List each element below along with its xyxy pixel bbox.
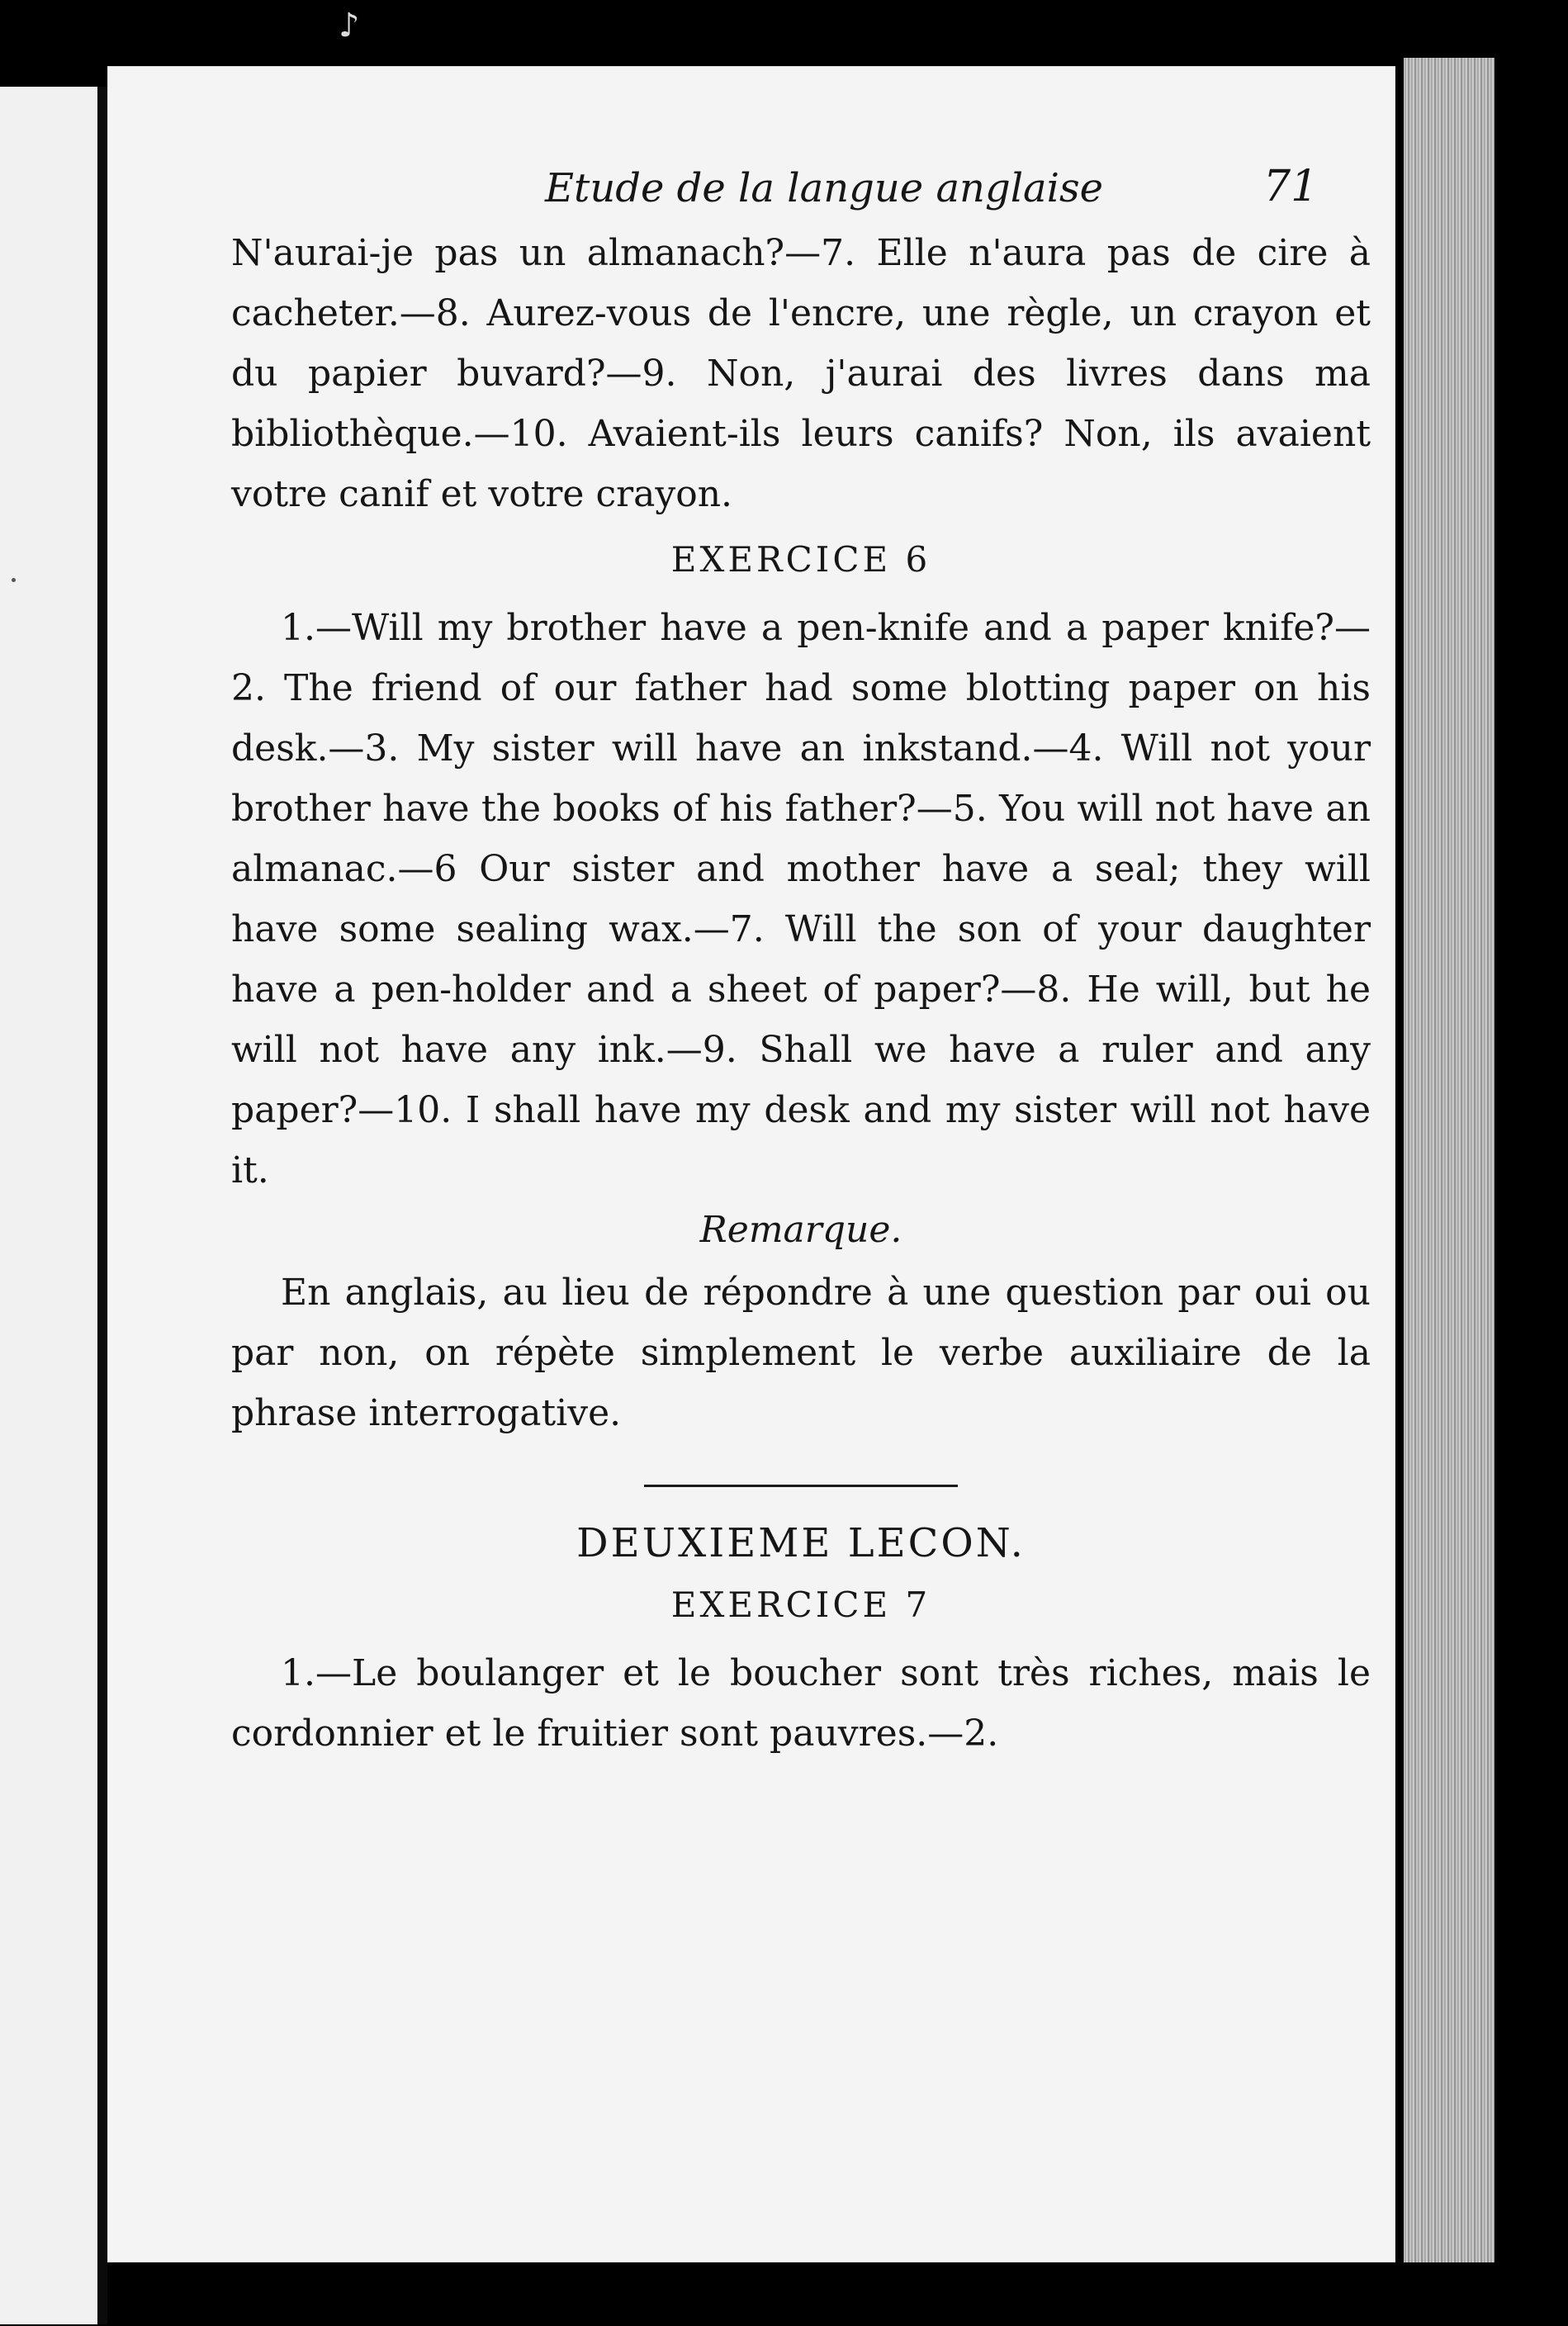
scan-speck — [12, 578, 16, 582]
page-content — [231, 149, 1371, 1764]
exercise-6-text: 1.—Will my brother have a pen-knife and a paper knife?—2. The friend of our father had some blotting paper on his desk.—3. My sister will have an inkstand.—4. Will not your brother have the books of his father?—5. You will not have an almanac.—6 Our sister and mother have a seal; they will have some sealing wax.—7. Will the son of your daughter have a pen-holder and a sheet of paper?—8. He will, but he will not have any ink.—9. Shall we have a ruler and any paper?—10. I shall have my desk and my sister will not have it. — [231, 607, 1371, 1191]
remark-text: En anglais, au lieu de répondre à une question par oui ou par non, on répète simplement le verbe auxiliaire de la phrase interrogative. — [231, 1272, 1371, 1434]
remark-heading: Remarque. — [699, 1209, 902, 1251]
page-edges — [1404, 58, 1495, 2262]
page-number: 71 — [1263, 162, 1319, 211]
exercise-6-heading: EXERCICE 6 — [670, 539, 931, 580]
exercise-7-text: 1.—Le boulanger et le boucher sont très riches, mais le cordonnier et le fruitier sont pauvres.—2. — [231, 1652, 1371, 1755]
lesson-title: DEUXIEME LECON. — [576, 1520, 1026, 1566]
section-divider — [644, 1485, 958, 1487]
french-continuation-paragraph: N'aurai-je pas un almanach?—7. Elle n'aura pas de cire à cacheter.—8. Aurez-vous de l'encre, une règle, un crayon et du papier buvard?—9. Non, j'aurai des livres dans ma bibliothèque.—10. Avaient-ils leurs canifs? Non, ils avaient votre canif et votre crayon. — [231, 232, 1371, 515]
running-title: Etude de la langue anglaise — [545, 165, 1104, 211]
exercise-7-heading: EXERCICE 7 — [670, 1585, 931, 1625]
left-page-edge — [0, 87, 97, 2324]
scan-mark-icon: ♪ — [339, 7, 360, 45]
running-head — [231, 149, 1371, 223]
book-spine — [97, 87, 107, 2324]
